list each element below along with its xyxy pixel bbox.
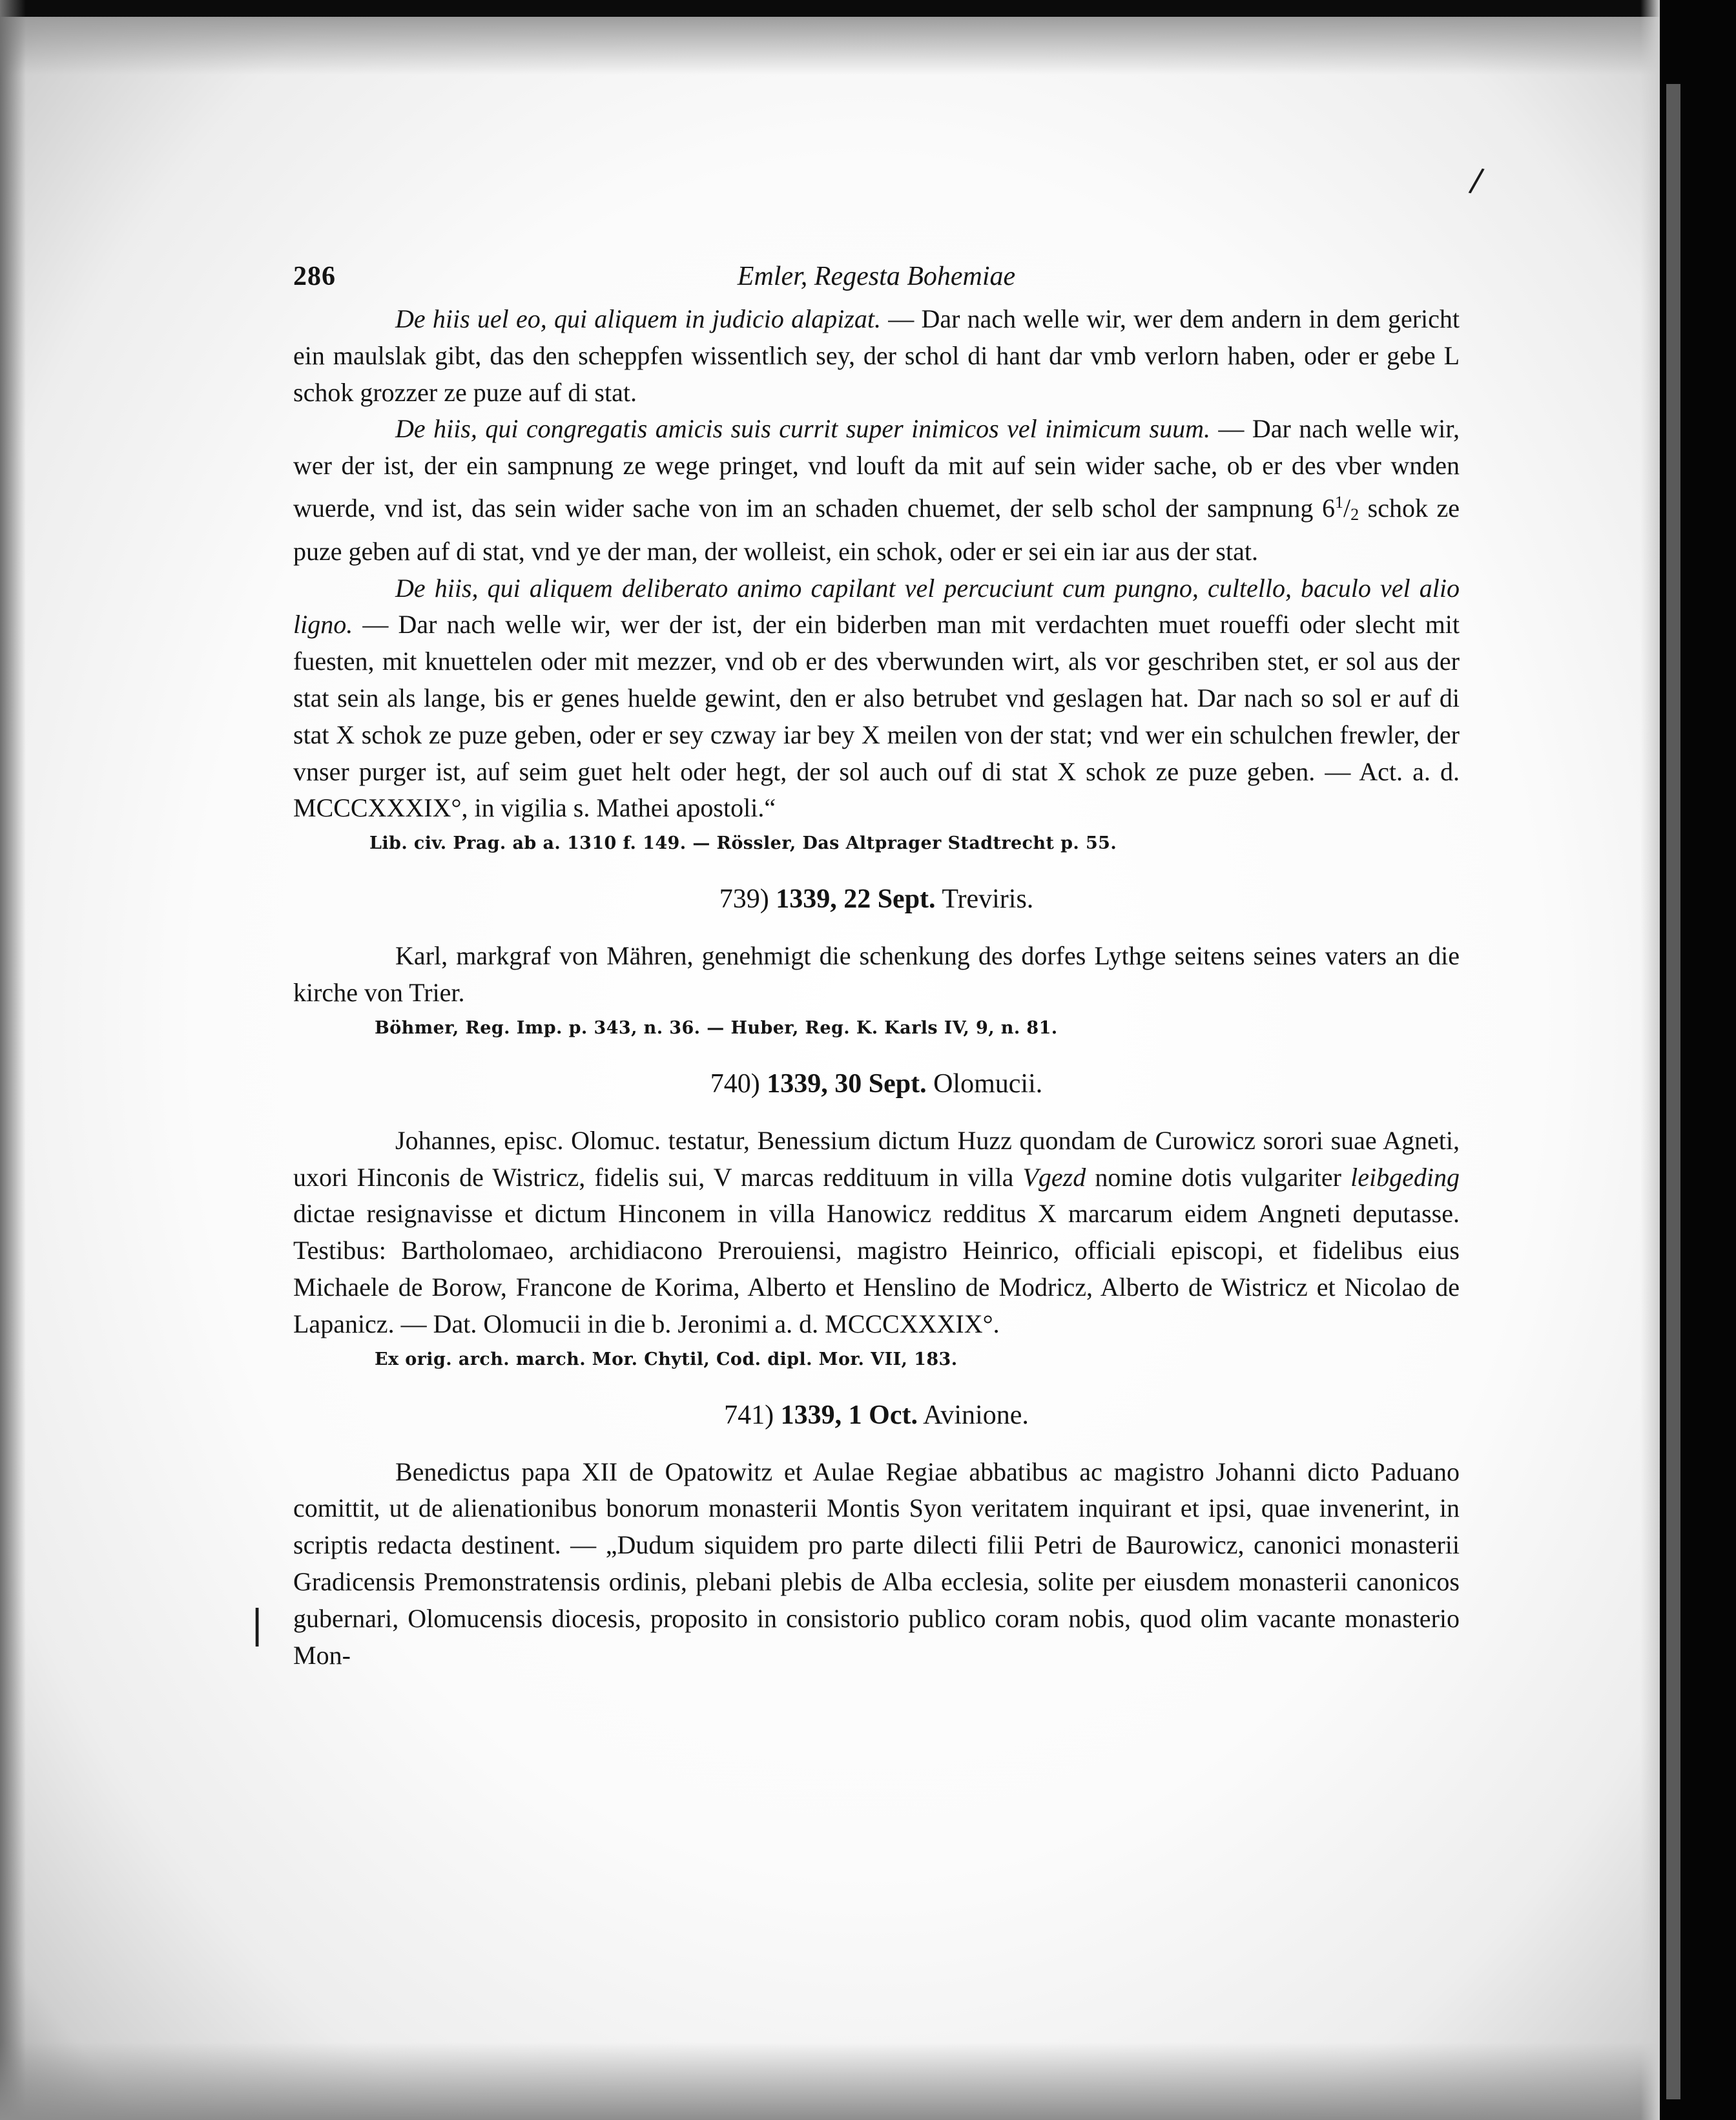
source-note: Böhmer, Reg. Imp. p. 343, n. 36. — Huber, Reg. K. Karls IV, 9, n. 81. [375,1017,1058,1038]
paragraph-text: — Dar nach welle wir, wer der ist, der ein sampnung ze wege pringet, vnd louft da mit auf sein wider sache, ob er des vber wnden wuerde, vnd ist, das sein wider sache von im an schaden chuemet, der selb schol der sampnung 6 [293,414,1460,523]
page-number: 286 [293,262,336,291]
scan-artifact-line [1666,84,1680,2099]
place-name: Vgezd [1022,1162,1086,1192]
regest-number: 739) [719,884,769,915]
stray-mark: | [251,1602,264,1647]
vernacular-term: leibgeding [1350,1162,1460,1192]
page-header [293,258,1460,297]
regest-place: Avinione. [923,1400,1029,1430]
source-note: Ex orig. arch. march. Mor. Chytil, Cod. dipl. Mor. VII, 183. [375,1349,958,1369]
regest-place: Olomucii. [933,1068,1043,1099]
regest-date: 1339, 30 Sept. [767,1068,927,1099]
paragraph: De hiis, qui congregatis amicis suis currit super inimicos vel inimicum suum. — Dar nach welle wir, wer der ist, der ein sampnung ze wege pringet, vnd louft da mit auf sein wider sache, ob er des vber wnden wuerde, vnd ist, das sein wider sache von im an schaden chuemet, der selb schol der sampnung $6^1/2$ schok ze puze geben auf di stat, vnd ye der man, der wolleist, ein schok, oder er sei ein iar aus der stat. [293,414,1460,566]
regest-place: Treviris. [942,884,1034,915]
paragraph [293,301,1460,411]
regest-text-part: Johannes, episc. Olomuc. testatur, Benessium dictum Huzz quondam de Curowicz sorori suae Agneti, uxori Hinconis de Wistricz, fidelis sui, V marcas reddituum in villa [293,1125,1460,1192]
regest-text: Benedictus papa XII de Opatowitz et Aulae Regiae abbatibus ac magistro Johanni dicto Paduano comittit, ut de alienationibus bonorum monasterii Montis Syon veritatem inquirant et ipsi, quae invenerint, in scriptis redacta destinent. — „Dudum siquidem pro parte dilecti filii Petri de Baurowicz, canonici monasterii Gradicensis Premonstratensis ordinis, plebani plebis de Alba ecclesia, solite per eiusdem monasterii canonicos gubernari, Olomucensis diocesis, proposito in consistorio publico coram nobis, quod olim vacante monasterio Mon- [293,1457,1460,1670]
regest-date: 1339, 1 Oct. [780,1400,918,1430]
page-content [293,258,1460,1674]
regest-text-part: dictae resignavisse et dictum Hinconem in villa Hanowicz redditus X marcarum eidem Angneti deputasse. Testibus: Bartholomaeo, archidiacono Prerouiensi, magistro Heinrico, officiali episcopi, et fidelibus eius Michaele de Borow, Francone de Korima, Alberto et Henslino de Modricz, Alberto de Wistricz et Nicolao de Lapanicz. — Dat. Olomucii in die b. Jeronimi a. d. MCCCXXXIX°. [293,1199,1460,1338]
source-note: Lib. civ. Prag. ab a. 1310 f. 149. — Rössler, Das Altprager Stadtrecht p. 55. [369,833,1117,854]
paragraph-text: — Dar nach welle wir, wer der ist, der ein biderben man mit verdachten muet roueffi oder slecht mit fuesten, mit knuettelen oder mit mezzer, vnd ob er des vberwunden wirt, als vor geschriben stet, er sol aus der stat sein als lange, bis er genes huelde gewint, den er also betrubet vnd geslagen hat. Dar nach so sol er auf di stat X schok ze puze geben, oder er sey czway iar bey X meilen von der stat; vnd wer ein schulchen frewler, der vnser purger ist, auf seim guet helt oder hegt, der sol auch ouf di stat X schok ze puze geben. — Act. a. d. MCCCXXXIX°, in vigilia s. Mathei apostoli.“ [293,610,1460,823]
regest-text [293,1123,1460,1343]
scan-shadow-bottom [0,2042,1736,2120]
scan-shadow-top [0,17,1736,75]
regest-text-part: nomine dotis vulgariter [1086,1162,1351,1192]
rubric-title: De hiis, qui aliquem deliberato animo capilant vel percuciunt cum pungno, cultello, baculo vel alio ligno. [293,573,1460,639]
regest-heading [293,1066,1460,1102]
scan-shadow-right [1640,0,1660,2120]
regest-heading [293,1397,1460,1433]
paragraph [293,570,1460,827]
rubric-title: De hiis, qui congregatis amicis suis currit super inimicos vel inimicum suum. [395,414,1210,444]
regest-number: 741) [724,1400,774,1430]
scan-shadow-left [0,0,26,2120]
rubric-title: De hiis uel eo, qui aliquem in judicio alapizat. [395,304,881,333]
running-title: Emler, Regesta Bohemiae [737,262,1016,291]
regest-date: 1339, 22 Sept. [776,884,936,915]
paragraph-text: — Dar nach welle wir, wer dem andern in dem gericht ein maulslak gibt, das den scheppfen wissentlich sey, der schol di hant dar vmb verlorn haben, oder er gebe L schok grozzer ze puze auf di stat. [293,304,1460,407]
scan-border-top [0,0,1736,17]
regest-number: 740) [710,1068,760,1099]
fraction-denominator: 2 [1350,504,1359,524]
stray-mark: / [1467,160,1486,200]
paragraph-text: schok ze puze geben auf di stat, vnd ye der man, der wolleist, ein schok, oder er sei ein iar aus der stat. [293,493,1460,566]
regest-heading [293,881,1460,917]
regest-text: Karl, markgraf von Mähren, genehmigt die schenkung des dorfes Lythge seitens seines vaters an die kirche von Trier. [293,941,1460,1007]
fraction-numerator: 1 [1334,492,1343,512]
